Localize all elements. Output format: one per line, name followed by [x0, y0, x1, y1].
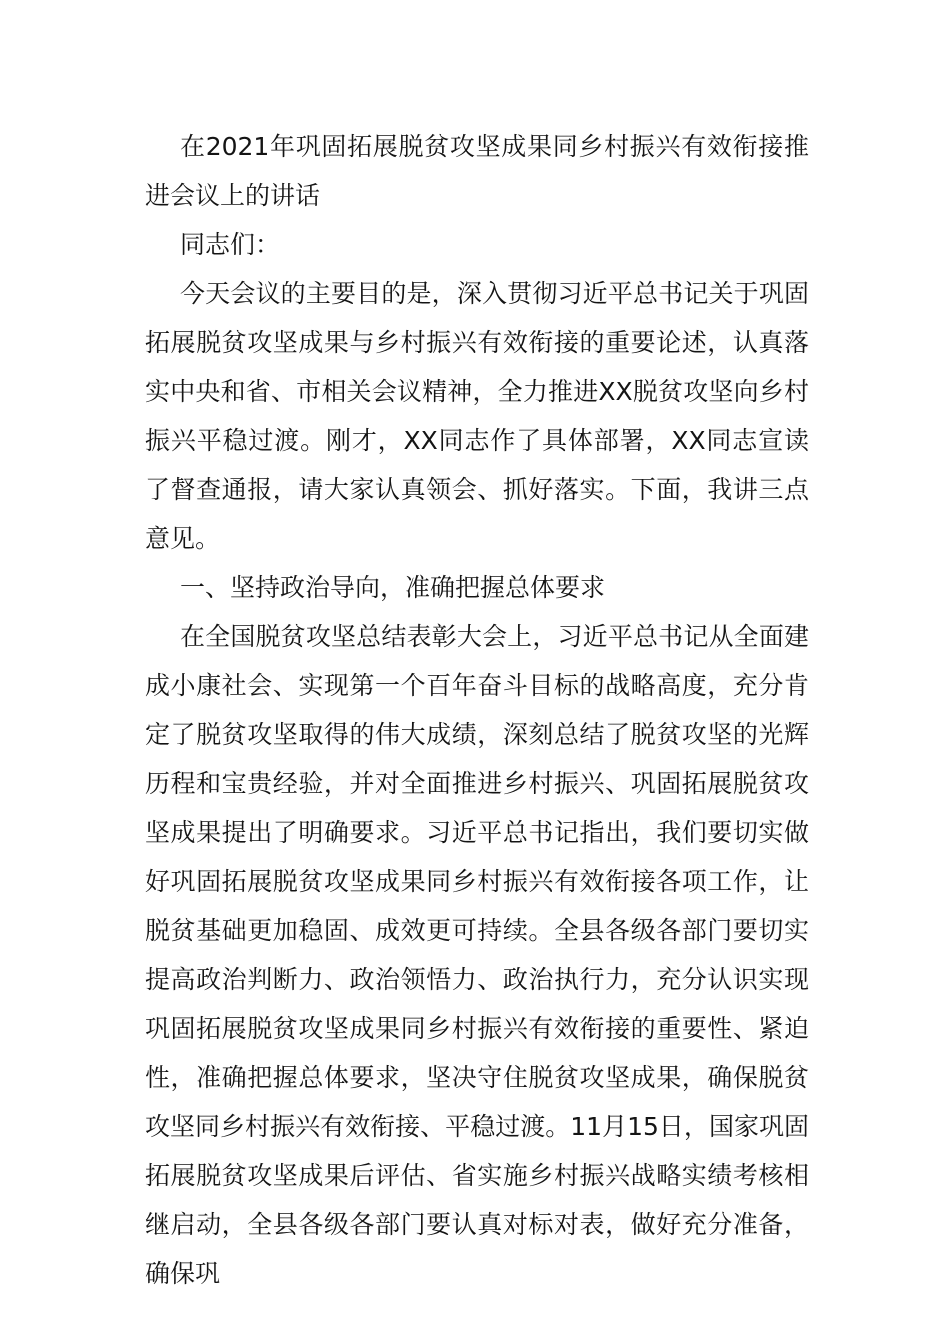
paragraph-intro: 今天会议的主要目的是，深入贯彻习近平总书记关于巩固拓展脱贫攻坚成果与乡村振兴有效衔接的重要论述，认真落实中央和省、市相关会议精神，全力推进XX脱贫攻坚向乡村振兴平稳过渡。刚才，XX同志作了具体部署，XX同志宣读了督查通报，请大家认真领会、抓好落实。下面，我讲三点意见。 — [145, 279, 809, 553]
document-title: 在2021年巩固拓展脱贫攻坚成果同乡村振兴有效衔接推进会议上的讲话 — [145, 132, 809, 210]
document-body — [145, 122, 809, 1298]
section-heading-1: 一、坚持政治导向，准确把握总体要求 — [180, 573, 606, 602]
paragraph-section-1: 在全国脱贫攻坚总结表彰大会上，习近平总书记从全面建成小康社会、实现第一个百年奋斗目标的战略高度，充分肯定了脱贫攻坚取得的伟大成绩，深刻总结了脱贫攻坚的光辉历程和宝贵经验，并对全面推进乡村振兴、巩固拓展脱贫攻坚成果提出了明确要求。习近平总书记指出，我们要切实做好巩固拓展脱贫攻坚成果同乡村振兴有效衔接各项工作，让脱贫基础更加稳固、成效更可持续。全县各级各部门要切实提高政治判断力、政治领悟力、政治执行力，充分认识实现巩固拓展脱贫攻坚成果同乡村振兴有效衔接的重要性、紧迫性，准确把握总体要求，坚决守住脱贫攻坚成果，确保脱贫攻坚同乡村振兴有效衔接、平稳过渡。11月15日，国家巩固拓展脱贫攻坚成果后评估、省实施乡村振兴战略实绩考核相继启动，全县各级各部门要认真对标对表，做好充分准备，确保巩 — [145, 622, 809, 1288]
salutation: 同志们： — [180, 230, 281, 259]
